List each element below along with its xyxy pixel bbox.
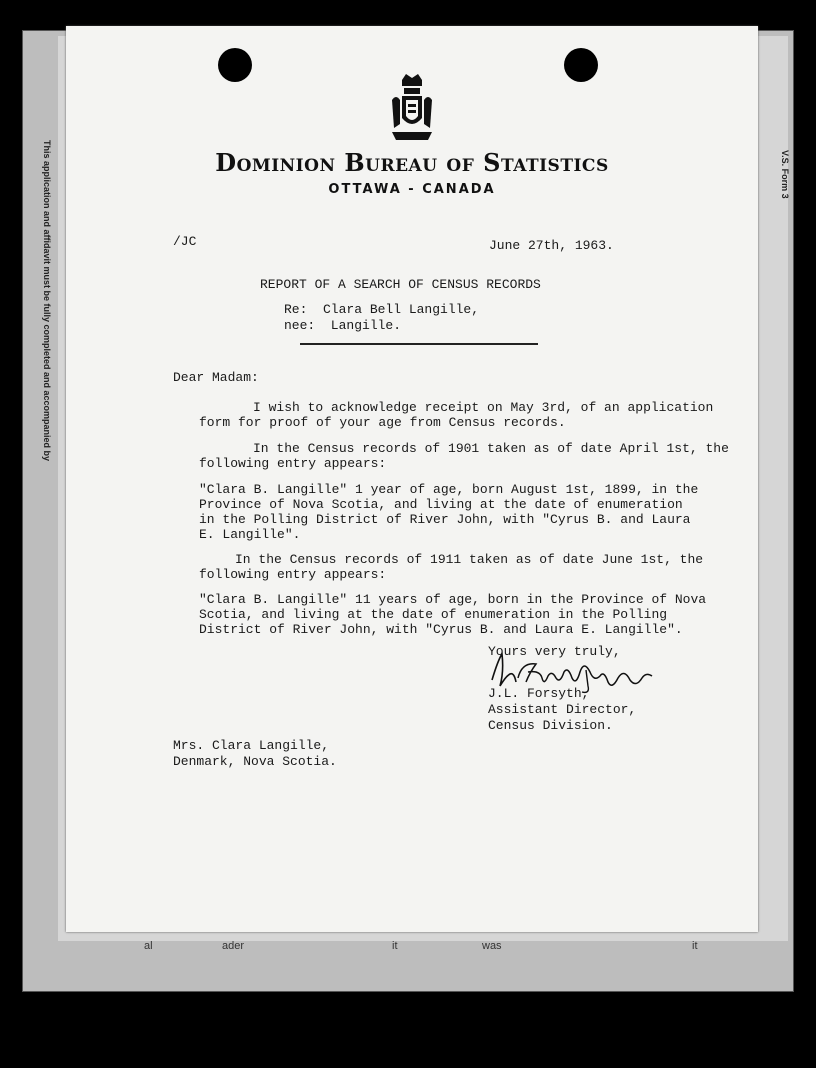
form-label: was (482, 940, 502, 952)
reference-code: /JC (173, 234, 197, 249)
quoted-entry-line: E. Langille". (199, 527, 301, 542)
letter-page (66, 26, 758, 932)
salutation: Dear Madam: (173, 370, 259, 385)
body-line: following entry appears: (199, 456, 387, 471)
valediction: Yours very truly, (488, 644, 621, 659)
re-line-2: nee: Langille. (284, 318, 402, 333)
quoted-entry-line: Scotia, and living at the date of enumeration in the Polling (199, 607, 668, 622)
re-line-1: Re: Clara Bell Langille, (284, 302, 480, 317)
body-line: form for proof of your age from Census records. (199, 415, 566, 430)
coat-of-arms-icon (388, 72, 436, 148)
signatory-title: Assistant Director, (488, 702, 637, 717)
body-line: I wish to acknowledge receipt on May 3rd, of an application (253, 400, 714, 415)
form-margin-instructions: This application and affidavit must be fully completed and accompanied by (42, 140, 52, 462)
form-bottom-strip (62, 932, 762, 982)
quoted-entry-line: in the Polling District of River John, with "Cyrus B. and Laura (199, 512, 691, 527)
punch-hole (564, 48, 598, 82)
form-id-label: V.S. Form 3 (780, 150, 790, 199)
addressee-address: Denmark, Nova Scotia. (173, 754, 337, 769)
quoted-entry-line: "Clara B. Langille" 11 years of age, born in the Province of Nova (199, 592, 707, 607)
form-label: al (144, 940, 153, 952)
body-line: following entry appears: (199, 567, 387, 582)
punch-hole (218, 48, 252, 82)
quoted-entry-line: District of River John, with "Cyrus B. and Laura E. Langille". (199, 622, 683, 637)
quoted-entry-line: "Clara B. Langille" 1 year of age, born August 1st, 1899, in the (199, 482, 699, 497)
report-heading: REPORT OF A SEARCH OF CENSUS RECORDS (260, 277, 541, 292)
body-line: In the Census records of 1901 taken as of date April 1st, the (253, 441, 729, 456)
form-label: it (392, 940, 398, 952)
heading-rule (300, 343, 538, 345)
organization-location: OTTAWA - CANADA (328, 182, 496, 197)
signatory-name: J.L. Forsyth, (488, 686, 590, 701)
addressee-name: Mrs. Clara Langille, (173, 738, 330, 753)
letter-date: June 27th, 1963. (489, 238, 614, 253)
body-line: In the Census records of 1911 taken as of date June 1st, the (235, 552, 704, 567)
quoted-entry-line: Province of Nova Scotia, and living at the date of enumeration (199, 497, 683, 512)
form-label: it (692, 940, 698, 952)
signatory-division: Census Division. (488, 718, 613, 733)
form-label: ader (222, 940, 245, 952)
organization-name: Dominion Bureau of Statistics (215, 148, 609, 177)
